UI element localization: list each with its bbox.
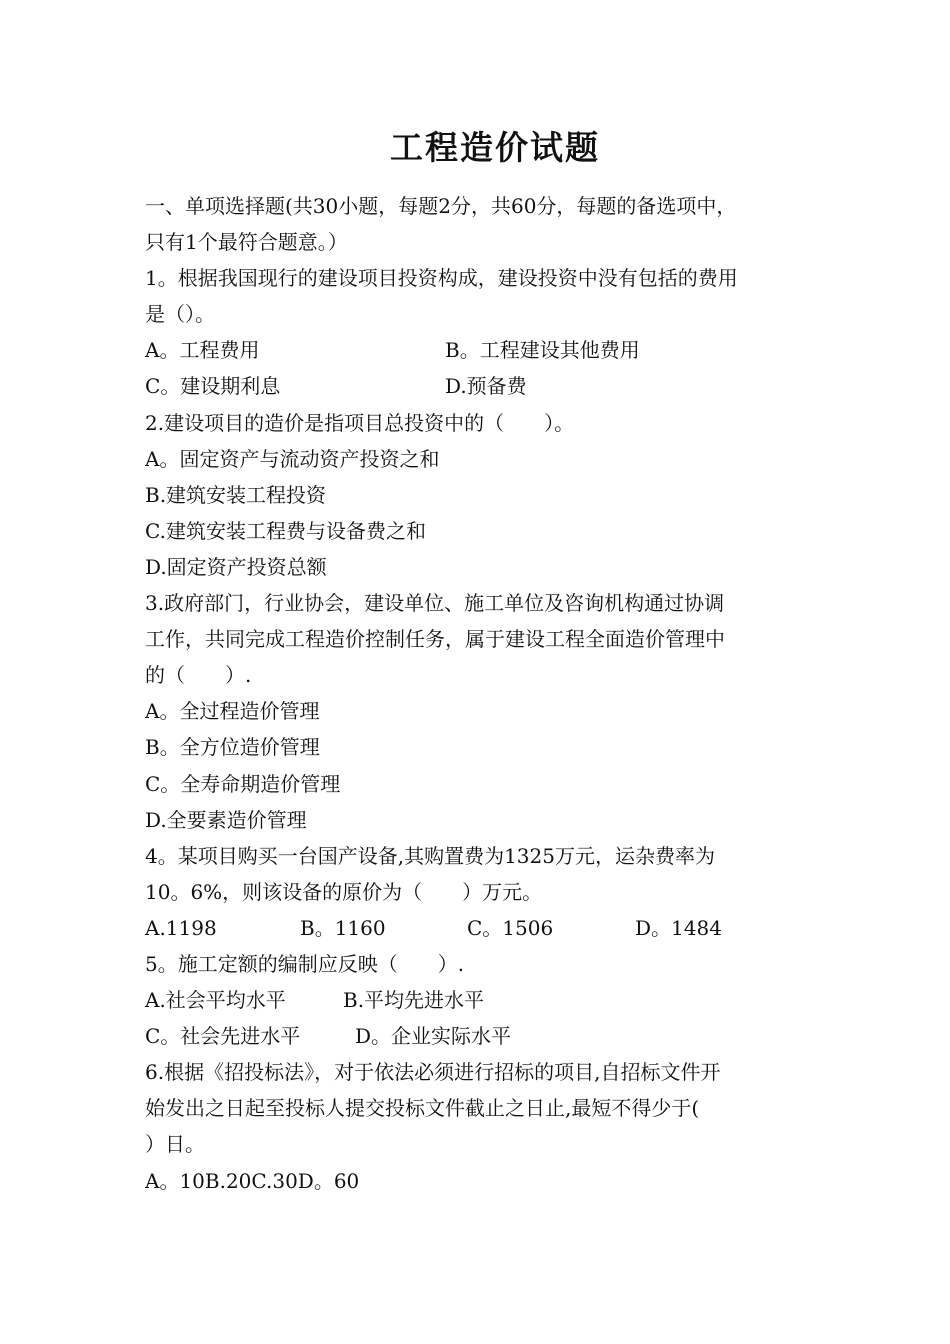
q6-options: A。10B.20C.30D。60 [145,1168,360,1193]
q2-option-a: A。固定资产与流动资产投资之和 [145,446,440,471]
q2-option-c: C.建筑安装工程费与设备费之和 [145,518,426,543]
q3-stem-line1: 3.政府部门，行业协会，建设单位、施工单位及咨询机构通过协调 [145,591,725,616]
q1-stem-line1: 1。根据我国现行的建设项目投资构成，建设投资中没有包括的费用 [145,266,738,291]
q3-stem-line3: 的（ ）. [145,663,252,688]
q4-option-c: C。1506 [467,915,554,940]
q4-options-row [145,910,815,946]
exam-content [145,188,815,1199]
q4-option-d: D。1484 [635,915,722,940]
q4-option-a: A.1198 [145,915,217,940]
q1-stem-line2: 是（）。 [145,302,215,327]
q5-option-a: A.社会平均水平 [145,988,286,1013]
page-title: 工程造价试题 [390,128,600,167]
q5-options-row2 [145,1018,815,1054]
q1-option-d: D.预备费 [445,374,527,399]
q2-option-d: D.固定资产投资总额 [145,554,327,579]
q1-option-c: C。建设期利息 [145,374,281,399]
q3-option-a: A。全过程造价管理 [145,699,320,724]
q3-stem-line2: 工作，共同完成工程造价控制任务，属于建设工程全面造价管理中 [145,627,725,652]
q1-options-row2 [145,368,815,404]
q1-options-row1 [145,332,815,368]
q6-stem-line1: 6.根据《招投标法》，对于依法必须进行招标的项目,自招标文件开 [145,1060,721,1085]
q6-stem-line3: ）日。 [145,1132,205,1157]
q6-stem-line2: 始发出之日起至投标人提交投标文件截止之日止,最短不得少于( [145,1096,700,1121]
q5-option-b: B.平均先进水平 [343,988,485,1013]
section-heading-line1: 一、单项选择题(共30小题，每题2分，共60分，每题的备选项中， [145,194,737,218]
section-heading-line2: 只有1个最符合题意。） [145,230,348,255]
q2-stem: 2.建设项目的造价是指项目总投资中的（ ）。 [145,410,575,435]
q1-option-a: A。工程费用 [145,338,260,363]
q4-stem-line1: 4。某项目购买一台国产设备,其购置费为1325万元，运杂费率为 [145,843,715,868]
q2-option-b: B.建筑安装工程投资 [145,482,327,507]
q5-stem: 5。施工定额的编制应反映（ ）. [145,951,465,976]
q4-stem-line2: 10。6%，则该设备的原价为（ ）万元。 [145,879,543,904]
q1-option-b: B。工程建设其他费用 [445,338,640,363]
q5-options-row1 [145,982,815,1018]
q3-option-d: D.全要素造价管理 [145,807,307,832]
q3-option-c: C。全寿命期造价管理 [145,771,341,796]
q5-option-c: C。社会先进水平 [145,1024,301,1049]
q5-option-d: D。企业实际水平 [355,1024,512,1049]
q4-option-b: B。1160 [300,915,386,940]
q3-option-b: B。全方位造价管理 [145,735,320,760]
